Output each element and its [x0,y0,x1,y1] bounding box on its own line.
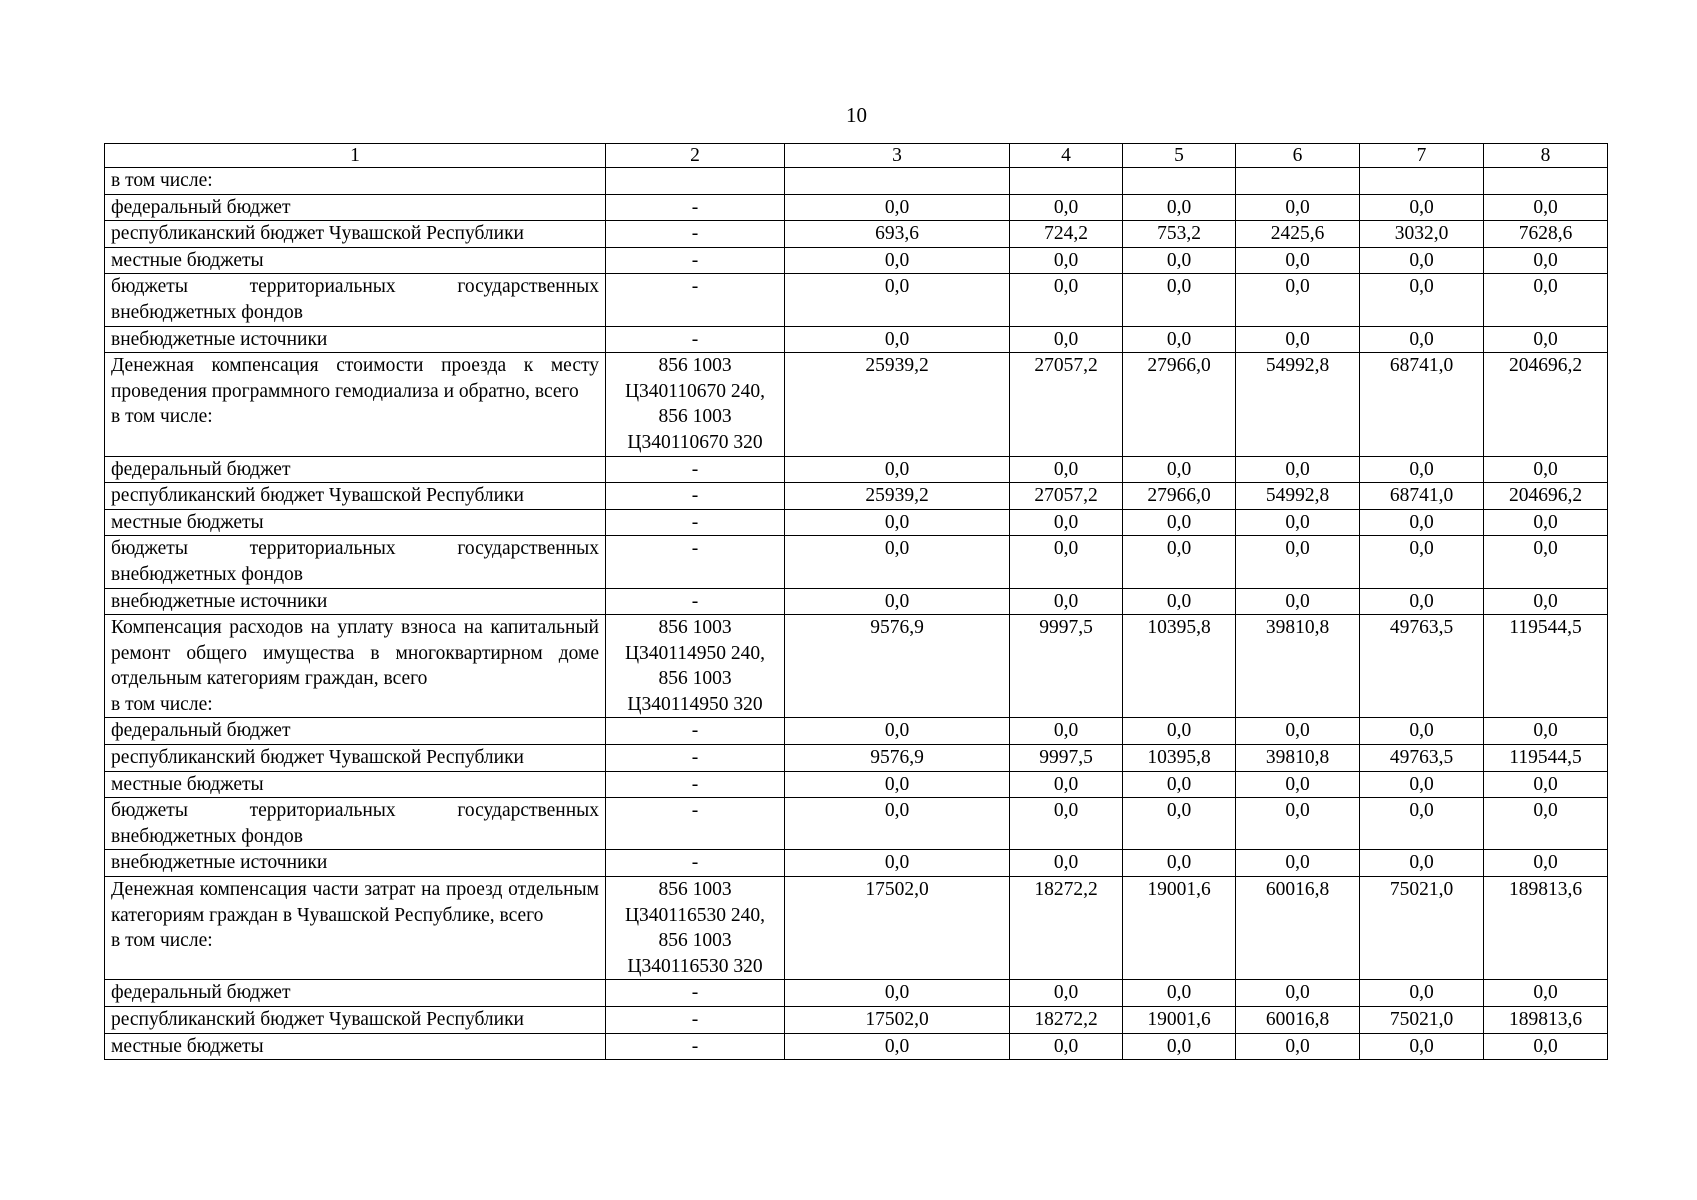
amount-cell: 204696,2 [1484,483,1608,510]
row-label: бюджеты территориальных государственных внебюджетных фондов [105,274,606,326]
table-header-row [105,144,1608,168]
amount-cell: 0,0 [785,718,1010,745]
amount-cell: 0,0 [1484,850,1608,877]
amount-cell: 0,0 [1360,850,1484,877]
amount-cell: 0,0 [1236,194,1360,221]
amount-cell: 0,0 [1123,1033,1236,1060]
budget-classification-code: - [606,1033,785,1060]
amount-cell: 724,2 [1010,221,1123,248]
table-row [105,326,1608,353]
row-label: внебюджетные источники [105,326,606,353]
amount-cell: 9576,9 [785,745,1010,772]
amount-cell: 10395,8 [1123,615,1236,718]
row-label: Компенсация расходов на уплату взноса на капитальный ремонт общего имущества в многоквартирном доме отдельным категориям граждан, всего в том числе: [105,615,606,718]
amount-cell: 0,0 [1484,274,1608,326]
amount-cell: 0,0 [1236,274,1360,326]
amount-cell [1484,168,1608,195]
amount-cell: 0,0 [1010,850,1123,877]
amount-cell: 0,0 [1123,274,1236,326]
amount-cell: 0,0 [1123,771,1236,798]
budget-classification-code [606,168,785,195]
row-label: федеральный бюджет [105,456,606,483]
amount-cell: 7628,6 [1484,221,1608,248]
amount-cell: 0,0 [1360,980,1484,1007]
budget-classification-code: - [606,1007,785,1034]
amount-cell: 0,0 [1484,1033,1608,1060]
table-row [105,850,1608,877]
amount-cell: 204696,2 [1484,353,1608,456]
amount-cell: 9997,5 [1010,745,1123,772]
table-row [105,588,1608,615]
amount-cell: 0,0 [1484,536,1608,588]
budget-classification-code: 856 1003 Ц340110670 240, 856 1003 Ц340110670 320 [606,353,785,456]
budget-classification-code: 856 1003 Ц340114950 240, 856 1003 Ц340114950 320 [606,615,785,718]
amount-cell: 0,0 [1236,536,1360,588]
amount-cell: 54992,8 [1236,483,1360,510]
budget-classification-code: - [606,194,785,221]
amount-cell: 25939,2 [785,353,1010,456]
row-label: бюджеты территориальных государственных внебюджетных фондов [105,536,606,588]
amount-cell [785,168,1010,195]
amount-cell: 0,0 [1484,326,1608,353]
amount-cell: 0,0 [1010,456,1123,483]
amount-cell: 18272,2 [1010,1007,1123,1034]
row-label: местные бюджеты [105,1033,606,1060]
table-row [105,274,1608,326]
table-row [105,353,1608,456]
budget-classification-code: - [606,221,785,248]
amount-cell: 0,0 [1360,588,1484,615]
amount-cell: 119544,5 [1484,615,1608,718]
budget-classification-code: - [606,536,785,588]
column-number-header: 4 [1010,144,1123,168]
row-label: федеральный бюджет [105,194,606,221]
budget-classification-code: - [606,745,785,772]
amount-cell [1010,168,1123,195]
budget-classification-code: - [606,247,785,274]
amount-cell: 68741,0 [1360,353,1484,456]
amount-cell: 39810,8 [1236,745,1360,772]
row-label: республиканский бюджет Чувашской Республики [105,221,606,248]
amount-cell: 0,0 [1360,274,1484,326]
amount-cell: 0,0 [1236,588,1360,615]
amount-cell: 0,0 [1010,718,1123,745]
row-label: в том числе: [105,168,606,195]
budget-classification-code: - [606,850,785,877]
amount-cell: 0,0 [785,536,1010,588]
amount-cell: 0,0 [1360,718,1484,745]
budget-table [104,143,1608,1060]
amount-cell: 19001,6 [1123,877,1236,980]
amount-cell: 753,2 [1123,221,1236,248]
amount-cell: 0,0 [1236,771,1360,798]
table-row [105,1007,1608,1034]
amount-cell: 0,0 [1123,850,1236,877]
amount-cell: 189813,6 [1484,877,1608,980]
amount-cell: 0,0 [1360,536,1484,588]
amount-cell: 0,0 [1484,588,1608,615]
amount-cell: 0,0 [1360,798,1484,850]
amount-cell: 54992,8 [1236,353,1360,456]
amount-cell: 0,0 [1123,194,1236,221]
row-label: республиканский бюджет Чувашской Республики [105,745,606,772]
amount-cell: 0,0 [785,850,1010,877]
table-row [105,456,1608,483]
amount-cell: 0,0 [1010,980,1123,1007]
amount-cell: 0,0 [785,588,1010,615]
amount-cell: 0,0 [1010,771,1123,798]
amount-cell: 0,0 [1236,718,1360,745]
table-row [105,771,1608,798]
table-row [105,247,1608,274]
amount-cell: 0,0 [1010,194,1123,221]
row-label: внебюджетные источники [105,588,606,615]
page-number: 10 [846,103,867,127]
amount-cell: 0,0 [1010,1033,1123,1060]
column-number-header: 5 [1123,144,1236,168]
amount-cell: 0,0 [1010,274,1123,326]
column-number-header: 2 [606,144,785,168]
amount-cell: 0,0 [1360,1033,1484,1060]
amount-cell: 0,0 [1360,247,1484,274]
table-row [105,509,1608,536]
budget-classification-code: - [606,456,785,483]
amount-cell: 9997,5 [1010,615,1123,718]
amount-cell [1360,168,1484,195]
amount-cell: 119544,5 [1484,745,1608,772]
row-label: федеральный бюджет [105,718,606,745]
amount-cell: 0,0 [1236,1033,1360,1060]
row-label: Денежная компенсация стоимости проезда к месту проведения программного гемодиализа и обратно, всего в том числе: [105,353,606,456]
budget-classification-code: - [606,980,785,1007]
amount-cell: 0,0 [1236,850,1360,877]
amount-cell: 0,0 [785,980,1010,1007]
column-number-header: 6 [1236,144,1360,168]
amount-cell: 0,0 [785,247,1010,274]
amount-cell: 0,0 [1123,247,1236,274]
amount-cell: 0,0 [1010,798,1123,850]
row-label: местные бюджеты [105,771,606,798]
amount-cell: 18272,2 [1010,877,1123,980]
amount-cell: 0,0 [1123,718,1236,745]
amount-cell: 60016,8 [1236,1007,1360,1034]
amount-cell: 49763,5 [1360,615,1484,718]
amount-cell: 0,0 [1360,194,1484,221]
budget-classification-code: - [606,718,785,745]
amount-cell: 68741,0 [1360,483,1484,510]
column-number-header: 7 [1360,144,1484,168]
amount-cell: 2425,6 [1236,221,1360,248]
amount-cell: 19001,6 [1123,1007,1236,1034]
column-number-header: 1 [105,144,606,168]
budget-classification-code: - [606,509,785,536]
amount-cell: 0,0 [1236,798,1360,850]
amount-cell: 0,0 [1236,509,1360,536]
amount-cell: 60016,8 [1236,877,1360,980]
amount-cell: 0,0 [1123,456,1236,483]
budget-classification-code: 856 1003 Ц340116530 240, 856 1003 Ц340116530 320 [606,877,785,980]
amount-cell [1123,168,1236,195]
amount-cell: 0,0 [1236,456,1360,483]
amount-cell: 0,0 [1484,194,1608,221]
amount-cell: 0,0 [1123,588,1236,615]
row-label: местные бюджеты [105,247,606,274]
budget-classification-code: - [606,771,785,798]
column-number-header: 3 [785,144,1010,168]
amount-cell: 0,0 [1236,980,1360,1007]
amount-cell: 0,0 [1484,980,1608,1007]
table-row [105,745,1608,772]
amount-cell: 0,0 [1010,588,1123,615]
amount-cell: 0,0 [1010,326,1123,353]
table-row [105,877,1608,980]
amount-cell: 27966,0 [1123,353,1236,456]
amount-cell: 0,0 [785,456,1010,483]
amount-cell: 27057,2 [1010,353,1123,456]
amount-cell: 0,0 [1360,456,1484,483]
table-row [105,168,1608,195]
amount-cell: 0,0 [785,1033,1010,1060]
column-number-header: 8 [1484,144,1608,168]
table-row [105,980,1608,1007]
amount-cell: 0,0 [785,798,1010,850]
amount-cell: 0,0 [1484,456,1608,483]
amount-cell: 49763,5 [1360,745,1484,772]
amount-cell: 0,0 [1484,771,1608,798]
amount-cell: 10395,8 [1123,745,1236,772]
budget-classification-code: - [606,798,785,850]
row-label: внебюджетные источники [105,850,606,877]
amount-cell: 693,6 [785,221,1010,248]
amount-cell: 0,0 [785,326,1010,353]
amount-cell: 0,0 [1484,509,1608,536]
amount-cell: 0,0 [1010,536,1123,588]
budget-classification-code: - [606,483,785,510]
amount-cell: 0,0 [1123,536,1236,588]
amount-cell: 0,0 [1123,509,1236,536]
amount-cell: 0,0 [785,274,1010,326]
row-label: бюджеты территориальных государственных внебюджетных фондов [105,798,606,850]
budget-classification-code: - [606,326,785,353]
amount-cell: 0,0 [1484,718,1608,745]
amount-cell: 0,0 [1236,247,1360,274]
budget-classification-code: - [606,588,785,615]
amount-cell: 0,0 [1123,326,1236,353]
row-label: республиканский бюджет Чувашской Республики [105,1007,606,1034]
amount-cell: 189813,6 [1484,1007,1608,1034]
amount-cell: 0,0 [785,771,1010,798]
amount-cell: 25939,2 [785,483,1010,510]
amount-cell: 0,0 [1123,798,1236,850]
table-row [105,483,1608,510]
amount-cell: 75021,0 [1360,877,1484,980]
amount-cell: 27966,0 [1123,483,1236,510]
table-row [105,194,1608,221]
amount-cell: 0,0 [785,509,1010,536]
amount-cell: 39810,8 [1236,615,1360,718]
table-row [105,798,1608,850]
budget-classification-code: - [606,274,785,326]
amount-cell: 17502,0 [785,877,1010,980]
row-label: Денежная компенсация части затрат на проезд отдельным категориям граждан в Чувашской Республике, всего в том числе: [105,877,606,980]
amount-cell: 0,0 [1484,798,1608,850]
amount-cell [1236,168,1360,195]
amount-cell: 9576,9 [785,615,1010,718]
amount-cell: 0,0 [1123,980,1236,1007]
row-label: местные бюджеты [105,509,606,536]
amount-cell: 17502,0 [785,1007,1010,1034]
amount-cell: 0,0 [1360,326,1484,353]
amount-cell: 27057,2 [1010,483,1123,510]
amount-cell: 0,0 [1360,509,1484,536]
table-row [105,615,1608,718]
table-row [105,1033,1608,1060]
table-row [105,536,1608,588]
amount-cell: 0,0 [1010,247,1123,274]
table-row [105,221,1608,248]
amount-cell: 3032,0 [1360,221,1484,248]
row-label: республиканский бюджет Чувашской Республики [105,483,606,510]
amount-cell: 0,0 [1010,509,1123,536]
amount-cell: 0,0 [1484,247,1608,274]
amount-cell: 75021,0 [1360,1007,1484,1034]
amount-cell: 0,0 [1360,771,1484,798]
table-row [105,718,1608,745]
amount-cell: 0,0 [1236,326,1360,353]
amount-cell: 0,0 [785,194,1010,221]
row-label: федеральный бюджет [105,980,606,1007]
